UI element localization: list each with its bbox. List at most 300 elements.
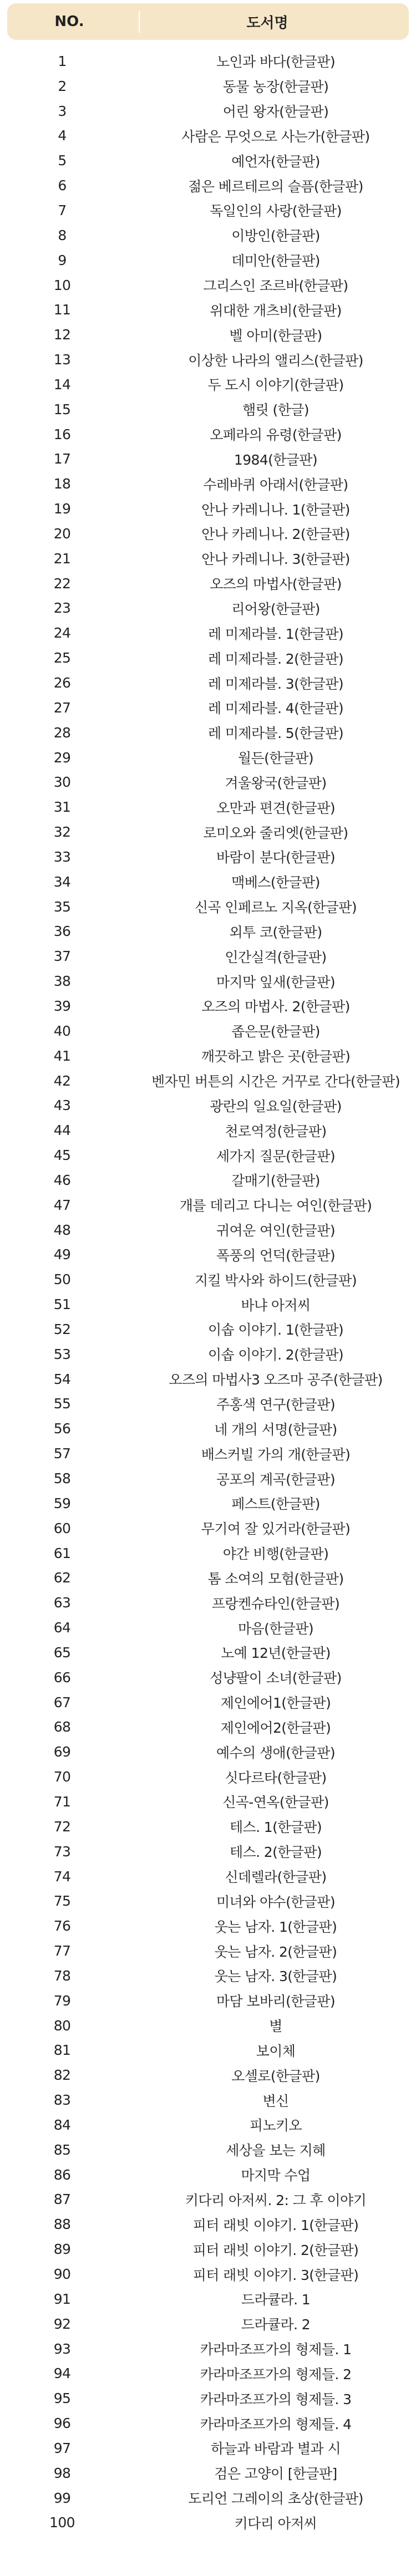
book-title: 위대한 개츠비(한글판) bbox=[210, 302, 342, 319]
book-title: 레 미제라블. 5(한글판) bbox=[207, 725, 344, 742]
table-row bbox=[0, 2088, 416, 2112]
book-title: 햄릿 (한글) bbox=[242, 402, 309, 419]
table-body bbox=[0, 49, 416, 2535]
book-title: 안나 카레니나. 1(한글판) bbox=[201, 501, 350, 518]
book-title: 폭풍의 언덕(한글판) bbox=[216, 1247, 336, 1264]
book-number: 41 bbox=[53, 1047, 71, 1064]
book-title: 톰 소여의 모험(한글판) bbox=[207, 1570, 344, 1587]
book-title: 벨 아미(한글판) bbox=[229, 327, 322, 344]
column-header-title: 도서명 bbox=[246, 14, 288, 32]
book-number: 62 bbox=[53, 1570, 71, 1586]
book-number: 87 bbox=[53, 2191, 71, 2208]
table-row bbox=[0, 1615, 416, 1640]
book-number: 49 bbox=[53, 1246, 71, 1263]
book-number: 40 bbox=[53, 1022, 71, 1039]
table-row bbox=[0, 1168, 416, 1193]
book-title: 키다리 아저씨. 2: 그 후 이야기 bbox=[185, 2192, 367, 2208]
book-number: 25 bbox=[53, 650, 71, 666]
table-row bbox=[0, 770, 416, 795]
book-title: 프랑켄슈타인(한글판) bbox=[211, 1595, 340, 1612]
book-title: 변신 bbox=[262, 2093, 289, 2109]
book-title: 오즈의 마법사(한글판) bbox=[210, 576, 342, 593]
table-row bbox=[0, 994, 416, 1019]
table-row bbox=[0, 49, 416, 74]
book-title: 성냥팔이 소녀(한글판) bbox=[210, 1670, 342, 1687]
book-number: 22 bbox=[53, 575, 71, 592]
book-number: 86 bbox=[53, 2166, 71, 2183]
table-row bbox=[0, 2436, 416, 2461]
book-number: 37 bbox=[53, 948, 71, 965]
book-title: 동물 농장(한글판) bbox=[222, 79, 329, 95]
table-row bbox=[0, 795, 416, 819]
table-row bbox=[0, 1938, 416, 1963]
book-number: 46 bbox=[53, 1172, 71, 1188]
book-number: 100 bbox=[49, 2514, 75, 2531]
table-row bbox=[0, 1441, 416, 1466]
table-row bbox=[0, 347, 416, 372]
book-number: 82 bbox=[53, 2067, 71, 2084]
table-row bbox=[0, 2262, 416, 2287]
book-number: 11 bbox=[53, 302, 71, 318]
table-row bbox=[0, 297, 416, 322]
book-title: 피터 래빗 이야기. 3(한글판) bbox=[192, 2267, 359, 2283]
table-row bbox=[0, 173, 416, 198]
book-number: 48 bbox=[53, 1221, 71, 1238]
book-number: 70 bbox=[53, 1769, 71, 1785]
book-number: 21 bbox=[53, 550, 71, 567]
book-title: 마담 보바리(한글판) bbox=[216, 1993, 336, 2010]
book-title: 안나 카레니나. 3(한글판) bbox=[201, 551, 350, 568]
book-number: 44 bbox=[53, 1122, 71, 1139]
table-row bbox=[0, 1118, 416, 1143]
table-row bbox=[0, 1143, 416, 1168]
book-title: 로미오와 줄리엣(한글판) bbox=[203, 824, 348, 841]
table-row bbox=[0, 571, 416, 596]
book-title: 레 미제라블. 3(한글판) bbox=[207, 675, 344, 692]
table-row bbox=[0, 2137, 416, 2162]
book-title: 이상한 나라의 앨리스(한글판) bbox=[188, 352, 363, 369]
book-title: 미녀와 야수(한글판) bbox=[216, 1893, 336, 1910]
book-title: 데미안(한글판) bbox=[231, 253, 320, 269]
table-row bbox=[0, 1814, 416, 1839]
table-row bbox=[0, 969, 416, 994]
book-list-table bbox=[0, 3, 416, 2535]
book-number: 4 bbox=[58, 128, 67, 144]
book-number: 30 bbox=[53, 774, 71, 791]
table-row bbox=[0, 894, 416, 919]
table-row bbox=[0, 2162, 416, 2187]
book-title: 이솝 이야기. 2(한글판) bbox=[207, 1347, 344, 1363]
book-number: 68 bbox=[53, 1719, 71, 1735]
table-row bbox=[0, 273, 416, 298]
book-title: 좁은문(한글판) bbox=[231, 1024, 320, 1040]
table-row bbox=[0, 2361, 416, 2386]
book-title: 신데렐라(한글판) bbox=[225, 1869, 327, 1886]
table-row bbox=[0, 1690, 416, 1715]
book-number: 10 bbox=[53, 277, 71, 293]
book-number: 36 bbox=[53, 923, 71, 940]
table-row bbox=[0, 2063, 416, 2088]
table-row bbox=[0, 124, 416, 149]
book-title: 바냐 아저씨 bbox=[241, 1297, 311, 1314]
table-row bbox=[0, 1516, 416, 1541]
book-title: 천로역정(한글판) bbox=[225, 1123, 327, 1139]
book-number: 65 bbox=[53, 1644, 71, 1661]
column-header-no: NO. bbox=[54, 13, 84, 30]
book-title: 레 미제라블. 2(한글판) bbox=[207, 650, 344, 667]
book-title: 피터 래빗 이야기. 1(한글판) bbox=[192, 2217, 359, 2233]
table-row bbox=[0, 2237, 416, 2262]
book-title: 카라마조프가의 형제들. 4 bbox=[200, 2416, 352, 2432]
book-number: 51 bbox=[53, 1296, 71, 1313]
book-title: 오즈의 마법사. 2(한글판) bbox=[201, 999, 350, 1015]
book-number: 69 bbox=[53, 1744, 71, 1760]
table-row bbox=[0, 1963, 416, 1988]
book-title: 겨울왕국(한글판) bbox=[225, 775, 327, 791]
book-title: 드라큘라. 2 bbox=[241, 2317, 311, 2333]
book-title: 이솝 이야기. 1(한글판) bbox=[207, 1322, 344, 1338]
book-number: 66 bbox=[53, 1669, 71, 1686]
table-row bbox=[0, 1541, 416, 1566]
table-row bbox=[0, 670, 416, 695]
book-title: 제인에어1(한글판) bbox=[220, 1695, 331, 1712]
table-row bbox=[0, 2386, 416, 2411]
book-title: 광란의 일요일(한글판) bbox=[210, 1098, 342, 1114]
table-row bbox=[0, 546, 416, 571]
book-number: 77 bbox=[53, 1943, 71, 1959]
table-row bbox=[0, 1267, 416, 1292]
book-number: 73 bbox=[53, 1843, 71, 1860]
book-number: 95 bbox=[53, 2390, 71, 2407]
book-title: 싯다르타(한글판) bbox=[225, 1769, 327, 1786]
table-row bbox=[0, 2312, 416, 2336]
header-divider bbox=[139, 11, 140, 33]
book-number: 96 bbox=[53, 2415, 71, 2432]
book-title: 인간실격(한글판) bbox=[225, 949, 327, 965]
book-title: 신곡 인페르노 지옥(한글판) bbox=[194, 899, 357, 916]
table-row bbox=[0, 148, 416, 173]
table-row bbox=[0, 422, 416, 447]
table-row bbox=[0, 1342, 416, 1367]
table-row bbox=[0, 2187, 416, 2212]
book-title: 마지막 잎새(한글판) bbox=[216, 974, 336, 990]
table-row bbox=[0, 745, 416, 770]
book-number: 3 bbox=[58, 103, 67, 119]
book-title: 웃는 남자. 2(한글판) bbox=[214, 1943, 337, 1960]
book-title: 리어왕(한글판) bbox=[231, 600, 320, 617]
table-row bbox=[0, 919, 416, 944]
book-number: 81 bbox=[53, 2042, 71, 2059]
table-row bbox=[0, 2336, 416, 2361]
book-number: 94 bbox=[53, 2365, 71, 2382]
book-number: 13 bbox=[53, 352, 71, 368]
table-row bbox=[0, 1491, 416, 1516]
book-title: 외투 코(한글판) bbox=[229, 924, 322, 940]
table-row bbox=[0, 2511, 416, 2536]
book-title: 피노키오 bbox=[249, 2117, 302, 2134]
book-title: 보이체 bbox=[256, 2043, 296, 2059]
book-title: 검은 고양이 [한글판] bbox=[214, 2466, 337, 2482]
book-number: 71 bbox=[53, 1793, 71, 1810]
book-title: 사람은 무엇으로 사는가(한글판) bbox=[181, 128, 370, 145]
book-title: 벤자민 버튼의 시간은 거꾸로 간다(한글판) bbox=[151, 1073, 400, 1090]
book-title: 웃는 남자. 1(한글판) bbox=[214, 1918, 337, 1935]
book-title: 어린 왕자(한글판) bbox=[222, 104, 329, 120]
table-row bbox=[0, 2287, 416, 2312]
book-number: 53 bbox=[53, 1346, 71, 1362]
book-number: 45 bbox=[53, 1147, 71, 1164]
book-title: 키다리 아저씨 bbox=[234, 2515, 317, 2532]
book-title: 오만과 편견(한글판) bbox=[216, 800, 336, 816]
book-title: 갈매기(한글판) bbox=[231, 1173, 320, 1189]
book-number: 58 bbox=[53, 1470, 71, 1487]
book-number: 99 bbox=[53, 2490, 71, 2506]
book-number: 61 bbox=[53, 1545, 71, 1561]
table-row bbox=[0, 720, 416, 745]
book-title: 야간 비행(한글판) bbox=[222, 1546, 329, 1562]
book-title: 이방인(한글판) bbox=[231, 228, 320, 245]
book-title: 오페라의 유령(한글판) bbox=[210, 427, 342, 444]
table-row bbox=[0, 1888, 416, 1913]
book-number: 29 bbox=[53, 749, 71, 766]
book-number: 72 bbox=[53, 1818, 71, 1835]
table-row bbox=[0, 2112, 416, 2137]
book-title: 독일인의 사랑(한글판) bbox=[210, 203, 342, 220]
table-row bbox=[0, 2038, 416, 2063]
book-title: 1984(한글판) bbox=[234, 451, 318, 468]
table-row bbox=[0, 844, 416, 869]
book-number: 55 bbox=[53, 1396, 71, 1412]
table-row bbox=[0, 471, 416, 496]
book-title: 드라큘라. 1 bbox=[241, 2292, 311, 2308]
book-number: 19 bbox=[53, 501, 71, 517]
table-row bbox=[0, 1193, 416, 1218]
book-title: 배스커빌 가의 개(한글판) bbox=[201, 1446, 351, 1463]
book-title: 깨끗하고 밝은 곳(한글판) bbox=[201, 1048, 351, 1065]
book-title: 귀여운 여인(한글판) bbox=[216, 1223, 336, 1239]
book-number: 79 bbox=[53, 1992, 71, 2009]
book-title: 수레바퀴 아래서(한글판) bbox=[203, 476, 348, 493]
book-number: 54 bbox=[53, 1371, 71, 1387]
table-row bbox=[0, 2486, 416, 2511]
book-number: 67 bbox=[53, 1694, 71, 1710]
table-row bbox=[0, 1715, 416, 1740]
table-header bbox=[7, 3, 409, 40]
table-row bbox=[0, 1068, 416, 1093]
book-number: 90 bbox=[53, 2266, 71, 2283]
book-number: 2 bbox=[58, 78, 67, 94]
table-row bbox=[0, 372, 416, 397]
book-title: 레 미제라블. 1(한글판) bbox=[207, 625, 344, 642]
book-number: 93 bbox=[53, 2340, 71, 2357]
table-row bbox=[0, 1988, 416, 2013]
book-number: 12 bbox=[53, 327, 71, 343]
book-number: 80 bbox=[53, 2017, 71, 2034]
book-title: 개를 데리고 다니는 여인(한글판) bbox=[179, 1198, 372, 1214]
book-number: 57 bbox=[53, 1445, 71, 1462]
table-row bbox=[0, 1292, 416, 1317]
book-title: 테스. 1(한글판) bbox=[229, 1819, 322, 1836]
book-number: 39 bbox=[53, 997, 71, 1014]
book-title: 신곡-연옥(한글판) bbox=[222, 1794, 329, 1811]
table-row bbox=[0, 1218, 416, 1243]
book-title: 피터 래빗 이야기. 2(한글판) bbox=[192, 2242, 359, 2258]
book-title: 하늘과 바람과 별과 시 bbox=[211, 2441, 341, 2457]
book-number: 42 bbox=[53, 1072, 71, 1089]
book-title: 지킬 박사와 하이드(한글판) bbox=[194, 1272, 357, 1289]
table-row bbox=[0, 2411, 416, 2436]
table-row bbox=[0, 1317, 416, 1342]
table-row bbox=[0, 521, 416, 546]
table-row bbox=[0, 1466, 416, 1491]
book-number: 38 bbox=[53, 973, 71, 990]
book-title: 페스트(한글판) bbox=[231, 1496, 320, 1513]
book-number: 74 bbox=[53, 1868, 71, 1885]
book-number: 47 bbox=[53, 1197, 71, 1213]
book-number: 20 bbox=[53, 525, 71, 542]
book-number: 6 bbox=[58, 177, 67, 194]
book-title: 예수의 생애(한글판) bbox=[216, 1744, 336, 1761]
table-row bbox=[0, 397, 416, 422]
table-row bbox=[0, 819, 416, 844]
book-number: 7 bbox=[58, 202, 67, 218]
table-row bbox=[0, 1640, 416, 1665]
table-row bbox=[0, 1913, 416, 1938]
table-row bbox=[0, 2013, 416, 2038]
book-number: 56 bbox=[53, 1421, 71, 1437]
table-row bbox=[0, 620, 416, 645]
book-number: 8 bbox=[58, 227, 67, 243]
book-title: 제인에어2(한글판) bbox=[220, 1719, 331, 1736]
table-row bbox=[0, 1590, 416, 1615]
table-row bbox=[0, 1764, 416, 1789]
table-row bbox=[0, 496, 416, 521]
table-row bbox=[0, 1367, 416, 1392]
table-row bbox=[0, 1416, 416, 1441]
table-row bbox=[0, 74, 416, 99]
book-number: 33 bbox=[53, 848, 71, 865]
book-number: 34 bbox=[53, 873, 71, 890]
book-title: 노인과 바다(한글판) bbox=[216, 54, 336, 70]
book-title: 두 도시 이야기(한글판) bbox=[207, 377, 344, 394]
table-row bbox=[0, 99, 416, 124]
table-row bbox=[0, 248, 416, 273]
book-title: 공포의 계곡(한글판) bbox=[216, 1471, 336, 1488]
table-row bbox=[0, 869, 416, 894]
book-number: 89 bbox=[53, 2241, 71, 2258]
book-number: 78 bbox=[53, 1967, 71, 1984]
book-number: 9 bbox=[58, 252, 67, 268]
book-title: 마지막 수업 bbox=[241, 2167, 311, 2184]
book-number: 84 bbox=[53, 2116, 71, 2133]
book-title: 웃는 남자. 3(한글판) bbox=[214, 1968, 337, 1985]
table-row bbox=[0, 1665, 416, 1690]
book-number: 28 bbox=[53, 724, 71, 741]
book-number: 76 bbox=[53, 1918, 71, 1934]
table-row bbox=[0, 198, 416, 223]
table-row bbox=[0, 223, 416, 248]
book-number: 75 bbox=[53, 1893, 71, 1910]
book-title: 별 bbox=[269, 2018, 282, 2035]
table-row bbox=[0, 1789, 416, 1814]
table-row bbox=[0, 1093, 416, 1118]
book-title: 안나 카레니나. 2(한글판) bbox=[201, 526, 350, 543]
book-title: 세상을 보는 지혜 bbox=[226, 2142, 326, 2159]
book-title: 카라마조프가의 형제들. 3 bbox=[200, 2391, 352, 2407]
book-number: 1 bbox=[58, 53, 67, 69]
book-number: 60 bbox=[53, 1520, 71, 1536]
book-number: 24 bbox=[53, 625, 71, 642]
table-row bbox=[0, 1864, 416, 1889]
book-title: 오즈의 마법사3 오즈마 공주(한글판) bbox=[169, 1372, 383, 1388]
book-title: 오셀로(한글판) bbox=[231, 2068, 320, 2084]
book-title: 카라마조프가의 형제들. 1 bbox=[200, 2341, 352, 2358]
book-title: 예언자(한글판) bbox=[231, 153, 320, 170]
book-title: 무기여 잘 있거라(한글판) bbox=[201, 1521, 351, 1538]
book-title: 도리언 그레이의 초상(한글판) bbox=[188, 2491, 363, 2507]
book-number: 52 bbox=[53, 1321, 71, 1337]
book-title: 주홍색 연구(한글판) bbox=[216, 1396, 336, 1413]
table-row bbox=[0, 1043, 416, 1068]
table-row bbox=[0, 2212, 416, 2237]
book-number: 43 bbox=[53, 1097, 71, 1114]
book-number: 32 bbox=[53, 824, 71, 841]
book-number: 26 bbox=[53, 675, 71, 691]
book-title: 월든(한글판) bbox=[237, 750, 314, 767]
table-row bbox=[0, 1839, 416, 1864]
book-number: 5 bbox=[58, 152, 67, 169]
table-row bbox=[0, 1243, 416, 1267]
book-title: 바람이 분다(한글판) bbox=[216, 849, 336, 866]
book-number: 85 bbox=[53, 2141, 71, 2158]
book-title: 노예 12년(한글판) bbox=[221, 1645, 331, 1662]
table-row bbox=[0, 1019, 416, 1043]
book-number: 63 bbox=[53, 1595, 71, 1611]
book-title: 그리스인 조르바(한글판) bbox=[203, 278, 348, 294]
book-title: 테스. 2(한글판) bbox=[229, 1844, 322, 1861]
book-number: 50 bbox=[53, 1271, 71, 1288]
book-title: 맥베스(한글판) bbox=[231, 874, 320, 891]
table-row bbox=[0, 322, 416, 347]
table-row bbox=[0, 1739, 416, 1764]
book-title: 젊은 베르테르의 슬픔(한글판) bbox=[188, 178, 363, 195]
book-number: 15 bbox=[53, 401, 71, 418]
table-row bbox=[0, 944, 416, 969]
book-number: 92 bbox=[53, 2315, 71, 2332]
table-row bbox=[0, 2461, 416, 2486]
book-title: 세가지 질문(한글판) bbox=[216, 1148, 336, 1164]
book-number: 59 bbox=[53, 1495, 71, 1511]
table-row bbox=[0, 447, 416, 472]
book-title: 마음(한글판) bbox=[237, 1620, 314, 1637]
table-row bbox=[0, 645, 416, 670]
book-number: 91 bbox=[53, 2290, 71, 2307]
table-row bbox=[0, 596, 416, 621]
book-number: 35 bbox=[53, 898, 71, 915]
book-number: 98 bbox=[53, 2465, 71, 2481]
book-title: 네 개의 서명(한글판) bbox=[214, 1421, 337, 1438]
book-title: 카라마조프가의 형제들. 2 bbox=[200, 2366, 352, 2382]
book-number: 23 bbox=[53, 600, 71, 617]
book-number: 64 bbox=[53, 1620, 71, 1636]
book-number: 83 bbox=[53, 2092, 71, 2109]
book-number: 18 bbox=[53, 476, 71, 492]
book-number: 14 bbox=[53, 376, 71, 393]
book-title: 레 미제라블. 4(한글판) bbox=[207, 700, 344, 717]
table-row bbox=[0, 1565, 416, 1590]
book-number: 88 bbox=[53, 2216, 71, 2233]
book-number: 16 bbox=[53, 426, 71, 442]
